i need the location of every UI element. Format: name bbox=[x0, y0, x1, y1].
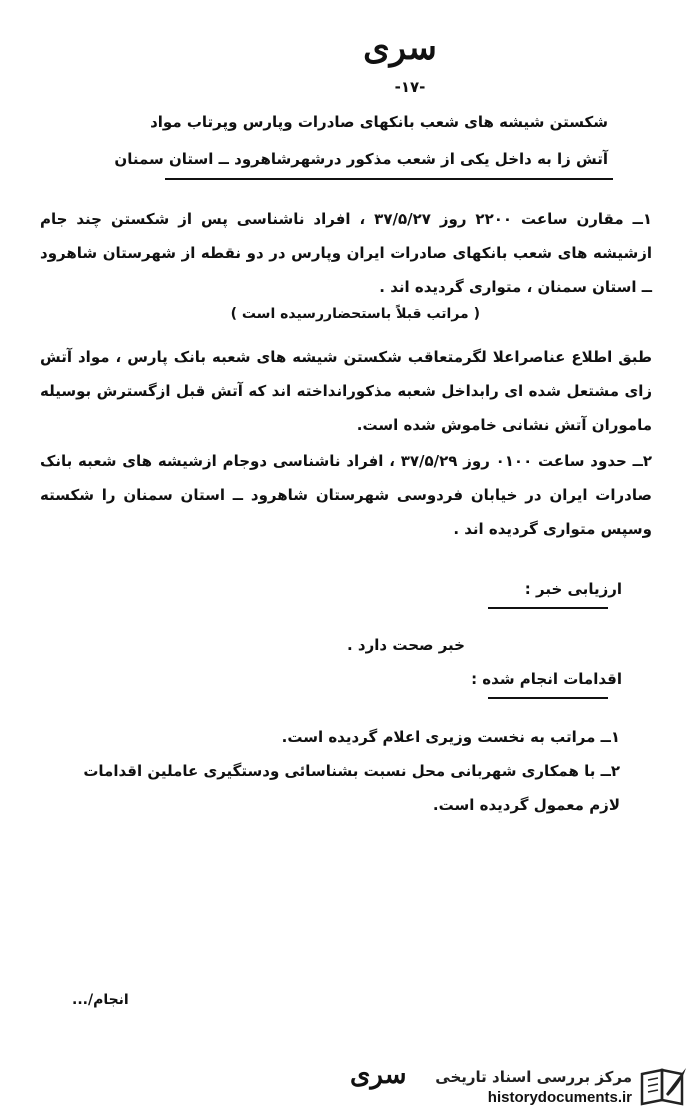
subject-underline bbox=[165, 178, 613, 180]
report-item-1: ۱ــ مقارن ساعت ۲۲۰۰ روز ۳۷/۵/۲۷ ، افراد ناشناسی پس از شکستن چند جام ازشیشه های شعب بانکهای صادرات ایران وپارس در دو نقطه از شهرستان شاهرود ــ استان سمنان ، متواری گردیده اند . bbox=[40, 210, 652, 296]
prior-notice-note: ( مراتب قبلاً باستحضاررسیده است ) bbox=[230, 306, 480, 322]
closing-mark: انجام/... bbox=[72, 992, 129, 1008]
action-item-1: ۱ــ مراتب به نخست وزیری اعلام گردیده است. bbox=[281, 728, 620, 746]
classification-footer: سری bbox=[350, 1060, 407, 1090]
report-paragraph-2: طبق اطلاع عناصراعلا لگرمتعاقب شکستن شیشه های شعبه بانک پارس ، مواد آتش زای مشتعل شده ای رابداخل شعبه مذکورانداخته اند که آتش قبل ازگسترش بوسیله ماموران آتش نشانی خاموش شده است. bbox=[40, 348, 652, 434]
watermark-url[interactable]: historydocuments.ir bbox=[487, 1089, 632, 1106]
evaluation-underline bbox=[488, 607, 608, 609]
action-item-2: ۲ــ با همکاری شهربانی محل نسبت بشناسائی ودستگیری عاملین اقدامات لازم معمول گردیده است. bbox=[83, 762, 620, 814]
subject-line-1: شکستن شیشه های شعب بانکهای صادرات وپارس وپرتاب مواد bbox=[150, 113, 608, 131]
book-quill-icon bbox=[636, 1066, 690, 1106]
actions-heading: اقدامات انجام شده : bbox=[471, 670, 622, 688]
watermark-name: مرکز بررسی اسناد تاریخی bbox=[435, 1068, 632, 1086]
report-item-2: ۲ــ حدود ساعت ۰۱۰۰ روز ۳۷/۵/۲۹ ، افراد ناشناسی دوجام ازشیشه های شعبه بانک صادرات ایران در خیابان فردوسی شهرستان شاهرود ــ استان سمنان را شکسته وسپس متواری گردیده اند . bbox=[40, 452, 652, 538]
subject-line-2: آتش زا به داخل یکی از شعب مذکور درشهرشاهرود ــ استان سمنان bbox=[114, 150, 608, 168]
evaluation-heading: ارزیابی خبر : bbox=[524, 580, 622, 598]
evaluation-text: خبر صحت دارد . bbox=[347, 636, 465, 654]
page-number: -۱۷- bbox=[394, 78, 426, 96]
classification-header: سری bbox=[363, 28, 437, 68]
actions-underline bbox=[488, 697, 608, 699]
